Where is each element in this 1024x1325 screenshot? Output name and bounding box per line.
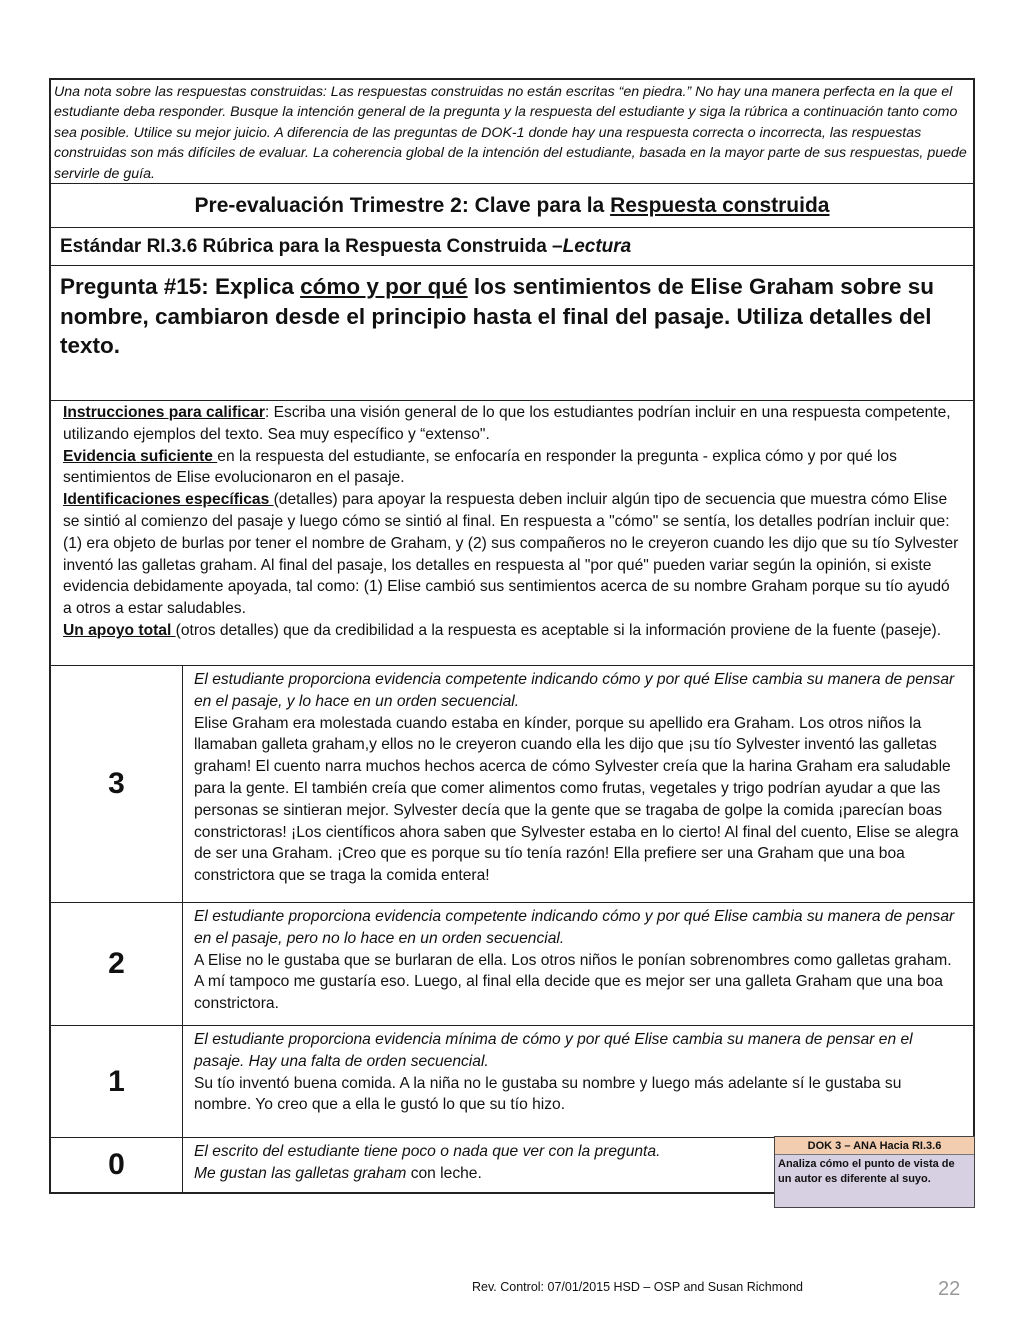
score-value: 1: [51, 1026, 183, 1137]
rubric-title: [51, 184, 973, 228]
support-heading: Un apoyo total: [63, 621, 176, 639]
score-value: 3: [51, 666, 183, 902]
page-number: 22: [938, 1278, 961, 1300]
score-example: A Elise no le gustaba que se burlaran de ella. Los otros niños le ponían sobrenombres como galletas graham. A mí tampoco me gustaría eso. Luego, al final ella decide que es mejor ser una galleta Graham que una boa constrictora.: [194, 951, 952, 1013]
score-description: [183, 1026, 973, 1137]
scoring-instructions: [51, 401, 973, 666]
instructions-heading: Instrucciones para calificar: [63, 404, 265, 421]
question-prefix: Pregunta #15: Explica: [60, 274, 301, 299]
identifications-text: (detalles) para apoyar la respuesta deben incluir algún tipo de secuencia que muestra cómo Elise se sintió al comienzo del pasaje y luego cómo se sintió al final. En respuesta a "cómo" se sentía, los detalles podrían incluir que: (1) era objeto de burlas por tener el nombre de Graham, y (2) sus compañeros no le creyeron cuando les dijo que su tío Sylvester inventó las galletas graham. Al final del pasaje, los detalles en respuesta al "por qué" pueden variar según la opinión, si existe evidencia debidamente apoyada, tal como: (1) Elise cambió sus sentimientos acerca de su nombre Graham porque su tío ayudó a otros a estar saludables.: [63, 491, 959, 618]
question-prompt: [51, 266, 973, 401]
standard-italic: Lectura: [562, 235, 632, 257]
score-criteria: El escrito del estudiante tiene poco o nada que ver con la pregunta.: [194, 1143, 661, 1160]
standard-heading: [51, 228, 973, 266]
standard-text: Estándar RI.3.6 Rúbrica para la Respuesta Construida –: [60, 235, 563, 257]
score-example: Elise Graham era molestada cuando estaba en kínder, porque su apellido era Graham. Los otros niños la llamaban galleta graham,y ellos no le creyeron cuando ella les dijo que ¡su tío Sylvester inventó las galletas graham! El cuento narra muchos hechos acerca de cómo Sylvester creía que la harina Graham era saludable para la gente. El también creía que comer alimentos como frutas, vegetales y trigo podrían ayudar a que las personas se sintieran mejor. Sylvester decía que la gente que se tragaba de golpe la comida ¡parecían boas constrictoras! ¡Los científicos ahora saben que Sylvester estaba en lo cierto! Al final del cuento, Elise se alegra de ser una Graham. ¡Creo que es porque su tío tenía razón! Ella prefiere ser una Graham que una boa constrictora que se traga la comida entera!: [194, 714, 959, 885]
score-example: con leche.: [406, 1164, 482, 1182]
score-value: 2: [51, 903, 183, 1025]
score-example: Su tío inventó buena comida. A la niña no le gustaba su nombre y luego más adelante sí le gustaba su nombre. Yo creo que a ella le gustó lo que su tío hizo.: [194, 1074, 902, 1114]
score-criteria: El estudiante proporciona evidencia mínima de cómo y por qué Elise cambia su manera de pensar en el pasaje. Hay una falta de orden secuencial.: [194, 1031, 913, 1070]
support-text: (otros detalles) que da credibilidad a la respuesta es aceptable si la información proviene de la fuente (paseje).: [175, 621, 942, 639]
score-row-3: [51, 666, 973, 903]
constructed-response-note: Una nota sobre las respuestas construidas: Las respuestas construidas no están escritas “en piedra.” No hay una manera perfecta en la que el estudiante deba responder. Busque la intención general de la pregunta y la respuesta del estudiante y siga la rúbrica a continuación tanto como sea posible. Utilice su mejor juicio. A diferencia de las preguntas de DOK-1 donde hay una respuesta correcta o incorrecta, las respuestas construidas son más difíciles de evaluar. La coherencia global de la intención del estudiante, basada en la mayor parte de sus respuestas, puede servirle de guía.: [51, 80, 973, 184]
evidence-heading: Evidencia suficiente: [63, 447, 218, 465]
dok-header: DOK 3 – ANA Hacia RI.3.6: [775, 1137, 974, 1155]
question-suffix: los sentimientos de Elise Graham sobre su nombre, cambiaron desde el principio hasta el final del pasaje. Utiliza detalles del texto.: [60, 274, 935, 358]
score-example-italic: Me gustan las galletas graham: [194, 1164, 407, 1182]
score-description: [183, 903, 973, 1025]
score-description: [183, 666, 973, 902]
revision-footer: Rev. Control: 07/01/2015 HSD – OSP and Susan Richmond: [472, 1280, 803, 1294]
score-row-2: [51, 903, 973, 1026]
score-value: 0: [51, 1138, 183, 1192]
rubric-table: [49, 78, 975, 1194]
instructions-text: : Escriba una visión general de lo que los estudiantes podrían incluir en una respuesta competente, utilizando ejemplos del texto. Sea muy específico y “extenso".: [63, 404, 951, 443]
identifications-heading: Identificaciones específicas: [63, 491, 274, 509]
score-row-1: [51, 1026, 973, 1138]
dok-body: Analiza cómo el punto de vista de un autor es diferente al suyo.: [778, 1158, 955, 1185]
dok-callout: [774, 1136, 975, 1208]
rubric-title-prefix: Pre-evaluación Trimestre 2: Clave para la: [194, 193, 605, 217]
evidence-text: en la respuesta del estudiante, se enfocaría en responder la pregunta - explica cómo y por qué los sentimientos de Elise evolucionaron en el pasaje.: [63, 447, 897, 487]
score-criteria: El estudiante proporciona evidencia competente indicando cómo y por qué Elise cambia su manera de pensar en el pasaje, pero no lo hace en un orden secuencial.: [194, 908, 955, 947]
rubric-title-underlined: Respuesta construida: [610, 193, 830, 217]
question-underlined: cómo y por qué: [300, 274, 468, 299]
score-criteria: El estudiante proporciona evidencia competente indicando cómo y por qué Elise cambia su manera de pensar en el pasaje, y lo hace en un orden secuencial.: [194, 671, 955, 710]
